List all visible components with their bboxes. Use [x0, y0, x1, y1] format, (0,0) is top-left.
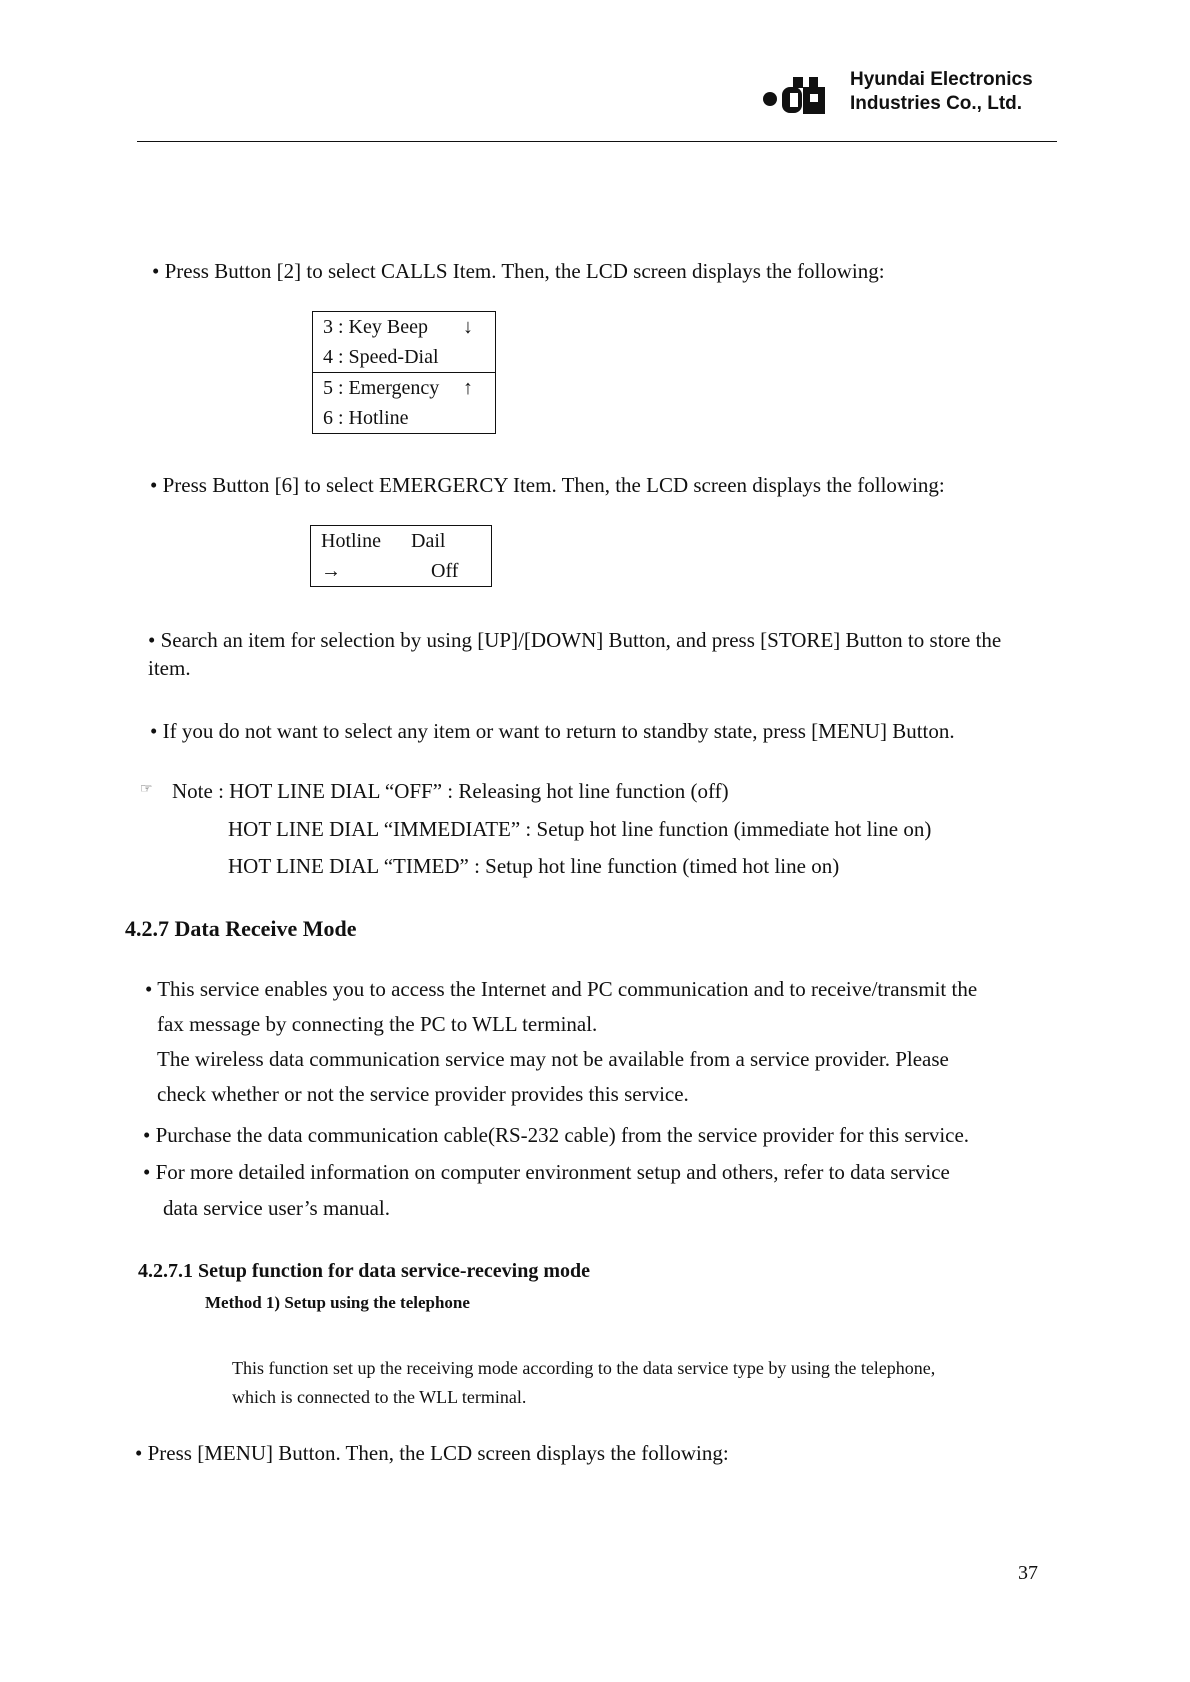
bullet: •	[145, 977, 158, 1001]
lcd-row	[313, 403, 495, 433]
lcd-dial-label: Dail	[411, 530, 446, 552]
pointing-hand-icon: ☞	[140, 782, 153, 797]
b2-text: Purchase the data communication cable(RS-232 cable) from the service provider for this service.	[155, 1123, 970, 1147]
search-line-1: Search an item for selection by using [UP]/[DOWN] Button, and press [STORE] Button to store the	[160, 628, 1002, 652]
step-menu-text: Press [MENU] Button. Then, the LCD screen displays the following:	[147, 1441, 729, 1465]
b1-line-4: check whether or not the service provider provides this service.	[157, 1082, 689, 1106]
lcd-row-label: 4 : Speed-Dial	[323, 346, 439, 368]
note-line-2: HOT LINE DIAL “IMMEDIATE” : Setup hot line function (immediate hot line on)	[228, 817, 932, 841]
b1-line-3: The wireless data communication service may not be available from a service provider. Please	[157, 1047, 949, 1071]
search-instruction	[148, 626, 1001, 682]
desc-line-1: This function set up the receiving mode according to the data service type by using the telephone,	[232, 1358, 936, 1378]
method-title: Method 1) Setup using the telephone	[205, 1293, 470, 1312]
company-line-2: Industries Co., Ltd.	[850, 93, 1023, 114]
subsection-title: 4.2.7.1 Setup function for data service-receving mode	[138, 1260, 590, 1282]
lcd-screen-hotline	[310, 525, 492, 587]
lcd-hotline-label: Hotline	[321, 530, 381, 552]
lcd-screen-calls	[312, 311, 496, 434]
lcd-value: Off	[431, 560, 459, 582]
bullet: •	[150, 719, 163, 743]
bullet: •	[143, 1123, 156, 1147]
step-calls-text: Press Button [2] to select CALLS Item. Then, the LCD screen displays the following:	[164, 259, 885, 283]
bullet: •	[150, 473, 163, 497]
method-description	[232, 1354, 935, 1412]
right-arrow-icon: →	[321, 560, 341, 582]
header-rule	[137, 141, 1057, 142]
step-emergency-text: Press Button [6] to select EMERGERCY Item. Then, the LCD screen displays the following:	[162, 473, 945, 497]
bullet-service-description	[145, 975, 977, 1115]
b3-line-1: For more detailed information on computer environment setup and others, refer to data service	[155, 1160, 950, 1184]
lcd-row	[313, 342, 495, 372]
lcd-row-label: 3 : Key Beep	[323, 316, 428, 338]
down-arrow-icon: ↓	[463, 316, 473, 338]
step-menu	[135, 1439, 729, 1467]
step-calls	[152, 257, 885, 285]
lcd-row	[313, 312, 495, 342]
section-title: 4.2.7 Data Receive Mode	[125, 916, 357, 941]
return-instruction	[150, 717, 955, 745]
return-text: If you do not want to select any item or want to return to standby state, press [MENU] Button.	[162, 719, 955, 743]
b1-line-2: fax message by connecting the PC to WLL terminal.	[157, 1012, 598, 1036]
step-emergency	[150, 471, 945, 499]
b3-line-2: data service user’s manual.	[163, 1196, 391, 1220]
lcd-row	[311, 526, 491, 556]
page-number: 37	[1018, 1562, 1038, 1584]
bullet-more-info	[143, 1158, 950, 1222]
bullet: •	[143, 1160, 156, 1184]
lcd-row-label: 6 : Hotline	[323, 407, 409, 429]
up-arrow-icon: ↑	[463, 377, 473, 399]
search-line-2: item.	[148, 656, 191, 680]
bullet: •	[135, 1441, 148, 1465]
company-name	[850, 68, 1033, 116]
company-logo	[760, 72, 832, 120]
bullet-purchase-cable	[143, 1121, 969, 1149]
bullet: •	[148, 628, 161, 652]
desc-line-2: which is connected to the WLL terminal.	[232, 1387, 527, 1407]
lcd-row	[313, 372, 495, 403]
note-line-3: HOT LINE DIAL “TIMED” : Setup hot line function (timed hot line on)	[228, 854, 840, 878]
lcd-row-label: 5 : Emergency	[323, 377, 440, 399]
bullet: •	[152, 259, 165, 283]
b1-line-1: This service enables you to access the Internet and PC communication and to receive/transmit the	[157, 977, 978, 1001]
lcd-row	[311, 556, 491, 586]
company-line-1: Hyundai Electronics	[850, 69, 1033, 90]
note-line-1: Note : HOT LINE DIAL “OFF” : Releasing hot line function (off)	[172, 779, 729, 803]
